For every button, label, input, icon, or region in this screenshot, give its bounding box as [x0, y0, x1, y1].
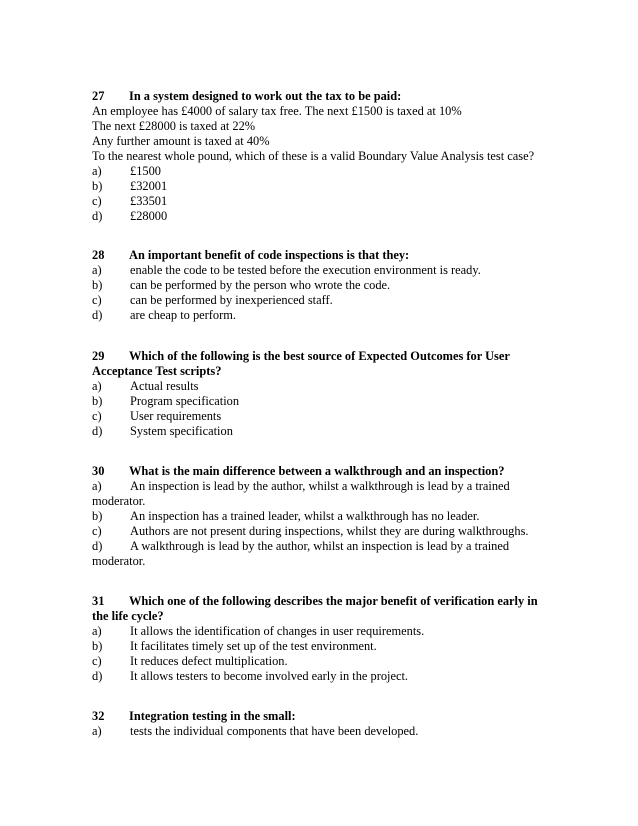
option-text: can be performed by the person who wrote the code. [130, 278, 391, 292]
answer-option [92, 263, 552, 278]
option-letter: d) [92, 539, 103, 553]
question-stem-continued: Acceptance Test scripts? [92, 364, 222, 378]
option-letter: b) [92, 509, 103, 523]
question-31 [92, 594, 552, 684]
option-text-continued: moderator. [92, 554, 146, 568]
question-stem: An important benefit of code inspections is that they: [129, 248, 410, 262]
question-number: 31 [92, 594, 105, 608]
option-letter: a) [92, 624, 102, 638]
question-number: 28 [92, 248, 105, 262]
option-text: It reduces defect multiplication. [130, 654, 288, 668]
answer-option [92, 639, 552, 654]
answer-option [92, 278, 552, 293]
question-body-line: The next £28000 is taxed at 22% [92, 119, 256, 133]
answer-option [92, 379, 552, 394]
question-30 [92, 464, 552, 569]
question-heading [92, 349, 552, 364]
option-letter: d) [92, 424, 103, 438]
option-text: Actual results [130, 379, 199, 393]
question-number: 27 [92, 89, 105, 103]
question-heading [92, 594, 552, 609]
option-text: Authors are not present during inspections, whilst they are during walkthroughs. [130, 524, 529, 538]
option-text: are cheap to perform. [130, 308, 236, 322]
answer-option [92, 209, 552, 224]
question-body-line: An employee has £4000 of salary tax free. The next £1500 is taxed at 10% [92, 104, 462, 118]
option-letter: d) [92, 669, 103, 683]
question-32 [92, 709, 552, 739]
option-text: An inspection has a trained leader, whilst a walkthrough has no leader. [130, 509, 480, 523]
question-heading [92, 709, 552, 724]
option-letter: c) [92, 654, 102, 668]
answer-option [92, 654, 552, 669]
option-letter: d) [92, 209, 103, 223]
question-number: 32 [92, 709, 105, 723]
answer-option [92, 409, 552, 424]
question-stem: In a system designed to work out the tax to be paid: [129, 89, 402, 103]
question-heading [92, 248, 552, 263]
answer-option [92, 308, 552, 323]
answer-option [92, 509, 552, 524]
option-text: £1500 [130, 164, 161, 178]
answer-option [92, 624, 552, 639]
option-text: An inspection is lead by the author, whilst a walkthrough is lead by a trained [130, 479, 510, 493]
option-text: £33501 [130, 194, 168, 208]
option-letter: b) [92, 394, 103, 408]
option-text: tests the individual components that have been developed. [130, 724, 419, 738]
question-27 [92, 89, 552, 224]
option-text: £32001 [130, 179, 168, 193]
option-letter: b) [92, 278, 103, 292]
option-letter: c) [92, 409, 102, 423]
question-stem: Which one of the following describes the major benefit of verification early in [129, 594, 538, 608]
question-body-line: Any further amount is taxed at 40% [92, 134, 270, 148]
question-28 [92, 248, 552, 323]
question-heading [92, 464, 552, 479]
answer-option [92, 724, 552, 739]
answer-option [92, 524, 552, 539]
question-stem: What is the main difference between a walkthrough and an inspection? [129, 464, 505, 478]
question-stem: Integration testing in the small: [129, 709, 296, 723]
option-text: enable the code to be tested before the execution environment is ready. [130, 263, 481, 277]
option-text: £28000 [130, 209, 168, 223]
answer-option [92, 424, 552, 439]
question-body-line: To the nearest whole pound, which of these is a valid Boundary Value Analysis test case? [92, 149, 535, 163]
option-text: Program specification [130, 394, 240, 408]
option-text: It allows the identification of changes in user requirements. [130, 624, 425, 638]
option-letter: c) [92, 524, 102, 538]
option-letter: b) [92, 639, 103, 653]
question-heading [92, 89, 552, 104]
question-29 [92, 349, 552, 439]
option-letter: a) [92, 263, 102, 277]
option-letter: a) [92, 479, 102, 493]
answer-option [92, 194, 552, 209]
answer-option [92, 669, 552, 684]
option-letter: a) [92, 379, 102, 393]
option-letter: a) [92, 724, 102, 738]
option-text: It facilitates timely set up of the test environment. [130, 639, 377, 653]
option-letter: a) [92, 164, 102, 178]
option-letter: c) [92, 194, 102, 208]
answer-option [92, 293, 552, 308]
option-text: It allows testers to become involved early in the project. [130, 669, 409, 683]
option-letter: c) [92, 293, 102, 307]
option-text: System specification [130, 424, 233, 438]
option-letter: d) [92, 308, 103, 322]
answer-option [92, 479, 552, 494]
answer-option [92, 179, 552, 194]
question-number: 29 [92, 349, 105, 363]
option-letter: b) [92, 179, 103, 193]
answer-option [92, 164, 552, 179]
question-stem: Which of the following is the best source of Expected Outcomes for User [129, 349, 510, 363]
option-text: can be performed by inexperienced staff. [130, 293, 333, 307]
option-text-continued: moderator. [92, 494, 146, 508]
answer-option [92, 539, 552, 554]
question-number: 30 [92, 464, 105, 478]
option-text: A walkthrough is lead by the author, whilst an inspection is lead by a trained [130, 539, 510, 553]
question-stem-continued: the life cycle? [92, 609, 164, 623]
answer-option [92, 394, 552, 409]
option-text: User requirements [130, 409, 222, 423]
